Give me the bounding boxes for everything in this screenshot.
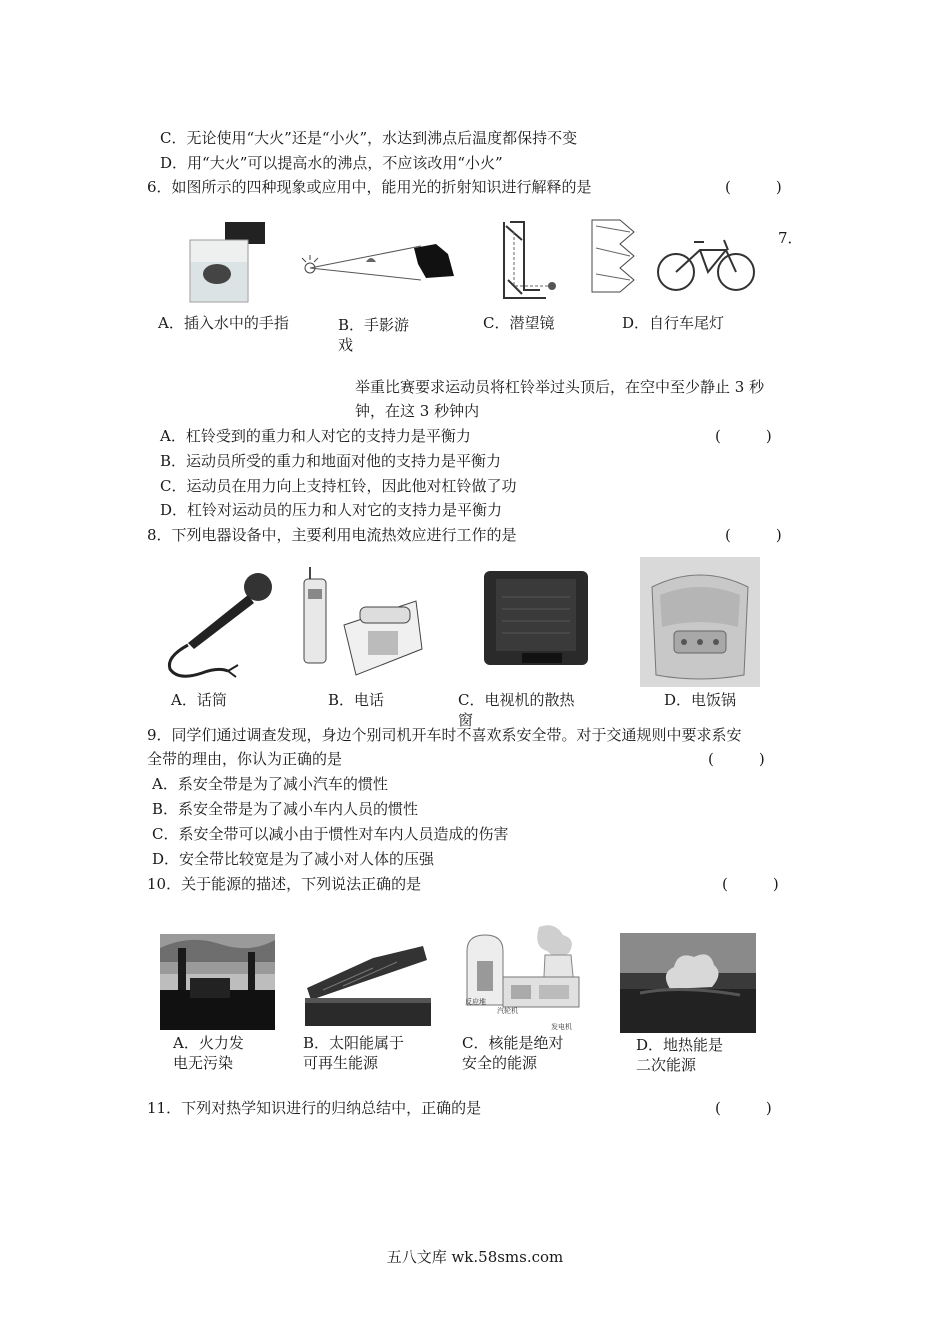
q8-option-a: A．话筒 bbox=[171, 691, 227, 709]
q7-number: 7． bbox=[778, 229, 803, 247]
nuclear-label-generator: 发电机 bbox=[551, 1023, 572, 1031]
q6-stem: 6．如图所示的四种现象或应用中，能用光的折射知识进行解释的是 bbox=[147, 178, 592, 196]
nuclear-plant-image bbox=[459, 921, 597, 1033]
q9-answer-paren: ( ) bbox=[708, 750, 765, 768]
q8-option-b: B．电话 bbox=[328, 691, 385, 709]
q7-answer-paren: ( ) bbox=[715, 427, 772, 445]
q7-stem-line2: 钟，在这 3 秒钟内 bbox=[355, 402, 480, 420]
q11-stem: 11．下列对热学知识进行的归纳总结中，正确的是 bbox=[147, 1099, 482, 1117]
q10-option-c-line1: C．核能是绝对 bbox=[462, 1034, 564, 1052]
q7-option-c: C．运动员在用力向上支持杠铃，因此他对杠铃做了功 bbox=[160, 477, 517, 495]
q10-stem: 10．关于能源的描述，下列说法正确的是 bbox=[147, 875, 422, 893]
q8-option-c-line2: 窗 bbox=[458, 711, 474, 729]
rice-cooker-image bbox=[640, 557, 760, 687]
hand-shadow-image bbox=[296, 240, 456, 282]
q7-option-b: B．运动员所受的重力和地面对他的支持力是平衡力 bbox=[160, 452, 502, 470]
page-footer: 五八文库 wk.58sms.com bbox=[386, 1248, 564, 1266]
q7-stem-line1: 举重比赛要求运动员将杠铃举过头顶后，在空中至少静止 3 秒 bbox=[355, 378, 765, 396]
microphone-image bbox=[158, 565, 276, 685]
q6-option-b-line2: 戏 bbox=[338, 336, 354, 354]
geothermal-image bbox=[620, 933, 756, 1033]
q8-answer-paren: ( ) bbox=[725, 526, 782, 544]
q6-answer-paren: ( ) bbox=[725, 178, 782, 196]
telephone-image bbox=[300, 565, 424, 685]
q9-stem-line1: 9．同学们通过调查发现，身边个别司机开车时不喜欢系安全带。对于交通规则中要求系安 bbox=[147, 726, 742, 744]
q5-option-c: C．无论使用“大火”还是“小火”，水达到沸点后温度都保持不变 bbox=[160, 129, 578, 147]
q10-option-a-line1: A．火力发 bbox=[173, 1034, 244, 1052]
q9-option-d: D．安全带比较宽是为了减小对人体的压强 bbox=[152, 850, 435, 868]
q10-option-c-line2: 安全的能源 bbox=[462, 1054, 538, 1072]
q9-option-c: C．系安全带可以减小由于惯性对车内人员造成的伤害 bbox=[152, 825, 509, 843]
q10-answer-paren: ( ) bbox=[722, 875, 779, 893]
q9-option-a: A．系安全带是为了减小汽车的惯性 bbox=[152, 775, 388, 793]
q6-option-d: D．自行车尾灯 bbox=[622, 314, 725, 332]
q8-stem: 8．下列电器设备中，主要利用电流热效应进行工作的是 bbox=[147, 526, 517, 544]
q7-option-a: A．杠铃受到的重力和人对它的支持力是平衡力 bbox=[160, 427, 471, 445]
nuclear-label-turbine: 汽轮机 bbox=[497, 1007, 518, 1015]
q9-option-b: B．系安全带是为了减小车内人员的惯性 bbox=[152, 800, 419, 818]
q8-option-c-line1: C．电视机的散热 bbox=[458, 691, 575, 709]
q10-option-d-line2: 二次能源 bbox=[636, 1056, 697, 1074]
q11-answer-paren: ( ) bbox=[715, 1099, 772, 1117]
nuclear-label-reactor: 反应堆 bbox=[465, 998, 486, 1006]
q10-option-b-line2: 可再生能源 bbox=[303, 1054, 379, 1072]
q6-option-c: C．潜望镜 bbox=[483, 314, 555, 332]
q8-option-d: D．电饭锅 bbox=[664, 691, 737, 709]
q6-option-b-line1: B．手影游 bbox=[338, 316, 410, 334]
q10-option-b-line1: B．太阳能属于 bbox=[303, 1034, 405, 1052]
thermal-power-plant-image bbox=[160, 934, 275, 1030]
q5-option-d: D．用“大火”可以提高水的沸点，不应该改用“小火” bbox=[160, 154, 503, 172]
q10-option-a-line2: 电无污染 bbox=[173, 1054, 234, 1072]
q9-stem-line2: 全带的理由，你认为正确的是 bbox=[147, 750, 343, 768]
q6-option-a: A．插入水中的手指 bbox=[158, 314, 289, 332]
q10-option-d-line1: D．地热能是 bbox=[636, 1036, 724, 1054]
periscope-image bbox=[500, 220, 566, 306]
finger-in-water-image bbox=[185, 222, 265, 304]
q7-option-d: D．杠铃对运动员的压力和人对它的支持力是平衡力 bbox=[160, 501, 503, 519]
bicycle-reflector-image bbox=[590, 218, 758, 294]
tv-back-image bbox=[482, 567, 590, 673]
solar-panel-image bbox=[303, 938, 431, 1026]
